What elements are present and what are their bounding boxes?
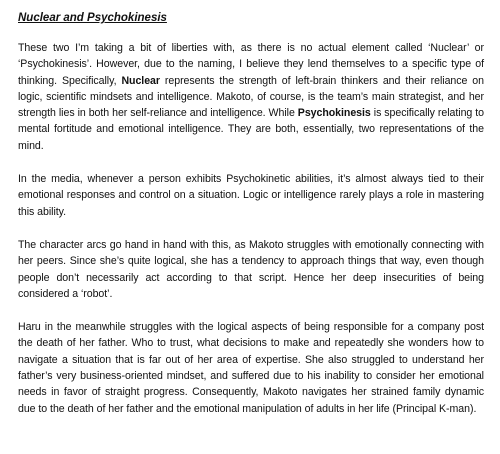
term-nuclear: Nuclear [121,74,160,87]
paragraph-1-text-c: is specifically relating to mental fortitude and emotional intelligence. They are both, essentially, two representations of the mind. [18,107,484,152]
paragraph-3: The character arcs go hand in hand with this, as Makoto struggles with emotionally connecting with her peers. Since she’s quite logical, she has a tendency to approach things that way, even though people don’t necessarily act according to that script. Hence her deep insecurities of being considered a ‘robot’. [18,238,484,300]
paragraph-2: In the media, whenever a person exhibits Psychokinetic abilities, it’s almost always tied to their emotional responses and control on a situation. Logic or intelligence rarely plays a role in mastering this ability. [18,173,484,218]
paragraph-1 [18,40,484,154]
term-psychokinesis: Psychokinesis [297,107,371,120]
section-heading: Nuclear and Psychokinesis [18,12,167,24]
paragraph-4: Haru in the meanwhile struggles with the logical aspects of being responsible for a company post the death of her father. Who to trust, what decisions to make and repeatedly she wonders how to navigate a situation that is far out of her area of expertise. She also struggled to understand her father’s very business-oriented mindset, and suffered due to his inability to consider her emotional needs in favor of straight progress. Consequently, Makoto navigates her strained family dynamic due to the death of her father and the emotional manipulation of adults in her life (Principal K-man). [18,321,484,415]
paragraph-1-text-a: These two I’m taking a bit of liberties with, as there is no actual element called ‘Nuclear’ or ‘Psychokinesis’. However, due to the naming, I believe they lend themselves to a specific type of thinking. Specifically, [18,42,484,87]
paragraph-1-text-b: represents the strength of left-brain thinkers and their reliance on logic, scientific mindsets and intelligence. Makoto, of course, is the team’s main strategist, and her strength lies in both her self-reliance and intelligence. While [18,74,484,120]
document-page [18,10,484,417]
